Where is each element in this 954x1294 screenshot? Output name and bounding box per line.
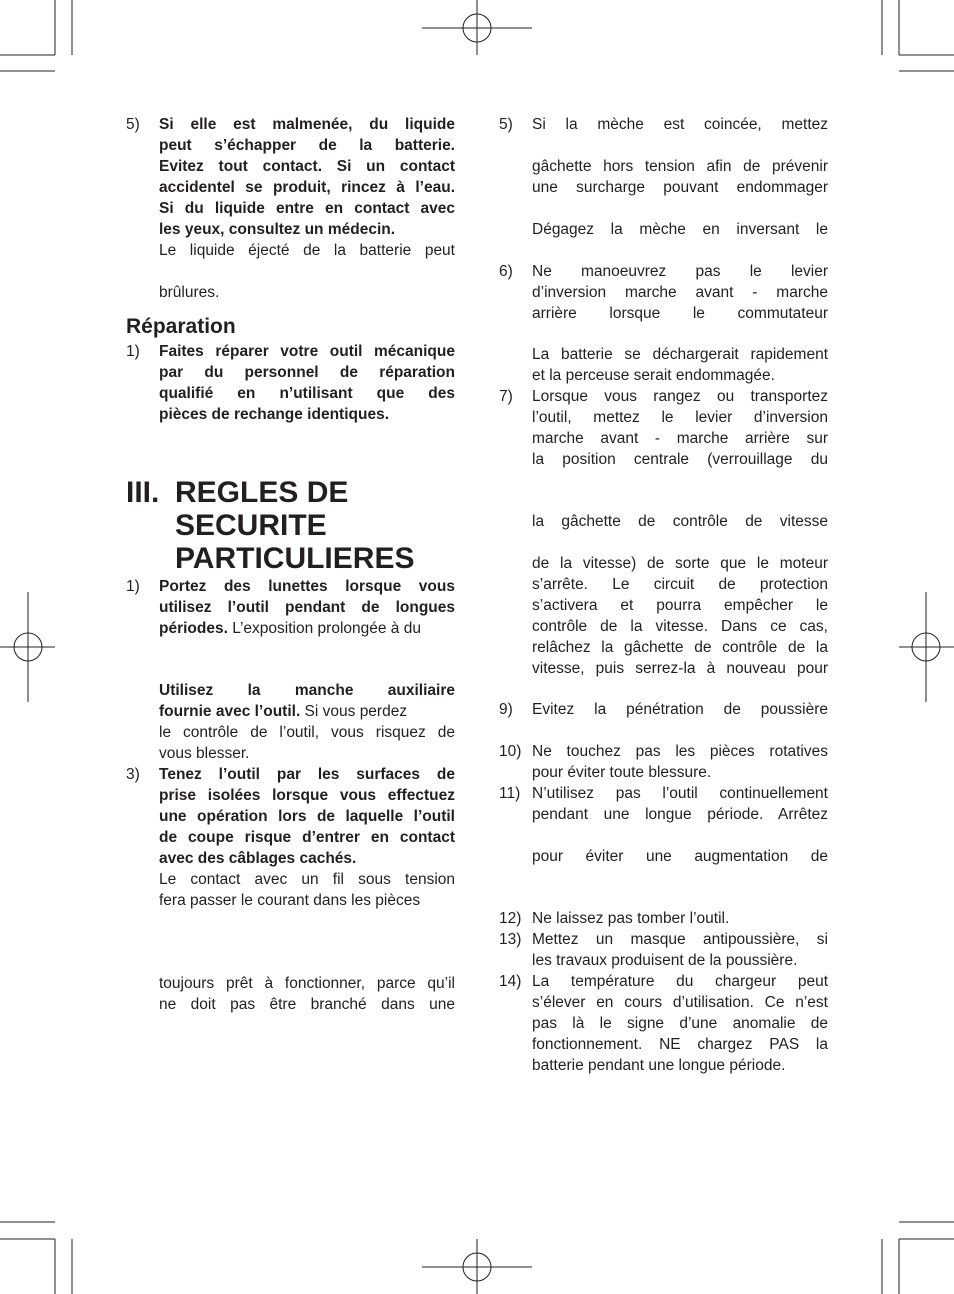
body-text: toujours prêt à fonctionner, parce qu’il <box>159 975 455 992</box>
body-text: Ne touchez pas les pièces rotatives <box>532 743 828 760</box>
warning-text: qualifié en n’utilisant que des <box>159 385 455 402</box>
warning-text: peut s’échapper de la batterie. <box>159 137 455 154</box>
body-text: Evitez la pénétration de poussière <box>532 701 828 718</box>
warning-text: avec des câblages cachés. <box>159 850 357 867</box>
section-roman: III. <box>126 476 160 509</box>
body-text: N’utilisez pas l’outil continuellement <box>532 785 828 802</box>
body-text: vitesse, puis serrez-la à nouveau pour <box>532 660 828 677</box>
body-text: contrôle de la vitesse. Dans ce cas, <box>532 618 828 635</box>
item-number: 12) <box>499 910 522 927</box>
section-title-line: SECURITE <box>175 509 327 542</box>
body-text: vous blesser. <box>159 745 250 762</box>
warning-text: fournie avec l’outil. <box>159 703 301 720</box>
body-text: batterie pendant une longue période. <box>532 1057 786 1074</box>
warning-text: Portez des lunettes lorsque vous <box>159 578 455 595</box>
body-text: marche avant - marche arrière sur <box>532 430 828 447</box>
item-number: 1) <box>126 343 140 360</box>
warning-text: une opération lors de laquelle l’outil <box>159 808 455 825</box>
warning-text: de coupe risque d’entrer en contact <box>159 829 455 846</box>
body-text: s’arrête. Le circuit de protection <box>532 576 828 593</box>
body-text: Le contact avec un fil sous tension <box>159 871 455 888</box>
body-text: Si la mèche est coincée, mettez <box>532 116 828 133</box>
item-number: 14) <box>499 973 522 990</box>
item-number: 5) <box>499 116 513 133</box>
warning-text: Si elle est malmenée, du liquide <box>159 116 455 133</box>
body-text: l’outil, mettez le levier d’inversion <box>532 409 828 426</box>
body-text: les travaux produisent de la poussière. <box>532 952 798 969</box>
body-text: le contrôle de l’outil, vous risquez de <box>159 724 455 741</box>
body-text: de la vitesse) de sorte que le moteur <box>532 555 828 572</box>
body-text: Mettez un masque antipoussière, si <box>532 931 828 948</box>
body-text: fonctionnement. NE chargez PAS la <box>532 1036 828 1053</box>
body-text: ne doit pas être branché dans une <box>159 996 455 1013</box>
warning-text: les yeux, consultez un médecin. <box>159 221 396 238</box>
body-text: pour éviter toute blessure. <box>532 764 712 781</box>
body-text: une surcharge pouvant endommager <box>532 179 828 196</box>
body-text: pour éviter une augmentation de <box>532 848 828 865</box>
warning-text: Utilisez la manche auxiliaire <box>159 682 455 699</box>
item-number: 10) <box>499 743 522 760</box>
item-number: 3) <box>126 766 140 783</box>
warning-text: périodes. <box>159 620 228 637</box>
section-title-line: REGLES DE <box>175 476 349 509</box>
warning-text: prise isolées lorsque vous effectuez <box>159 787 455 804</box>
item-number: 13) <box>499 931 522 948</box>
body-text: fera passer le courant dans les pièces <box>159 892 421 909</box>
body-text: la gâchette de contrôle de vitesse <box>532 513 828 530</box>
body-text: s’activera et pourra empêcher le <box>532 597 828 614</box>
body-text: et la perceuse serait endommagée. <box>532 367 775 384</box>
warning-text: accidentel se produit, rincez à l’eau. <box>159 179 455 196</box>
item-number: 11) <box>499 785 521 802</box>
body-text: Dégagez la mèche en inversant le <box>532 221 828 238</box>
item-number: 6) <box>499 263 513 280</box>
body-text: L’exposition prolongée à du <box>227 620 421 637</box>
warning-text: Tenez l’outil par les surfaces de <box>159 766 455 783</box>
body-text: arrière lorsque le commutateur <box>532 305 828 322</box>
body-text: Le liquide éjecté de la batterie peut <box>159 242 455 259</box>
body-text: Ne laissez pas tomber l’outil. <box>532 910 730 927</box>
item-number: 7) <box>499 388 513 405</box>
body-text: Si vous perdez <box>300 703 408 720</box>
body-text: brûlures. <box>159 284 220 301</box>
warning-text: Si du liquide entre en contact avec <box>159 200 455 217</box>
body-text: Lorsque vous rangez ou transportez <box>532 388 828 405</box>
body-text: la position centrale (verrouillage du <box>532 451 828 468</box>
body-text: pas là le signe d’une anomalie de <box>532 1015 828 1032</box>
item-number: 1) <box>126 578 140 595</box>
body-text: La température du chargeur peut <box>532 973 828 990</box>
warning-text: Faites réparer votre outil mécanique <box>159 343 455 360</box>
section-title-line: PARTICULIERES <box>175 542 415 575</box>
body-text: relâchez la gâchette de contrôle de la <box>532 639 828 656</box>
warning-text: pièces de rechange identiques. <box>159 406 389 423</box>
section-heading-reparation: Réparation <box>126 315 236 338</box>
body-text: s’élever en cours d’utilisation. Ce n’est <box>532 994 828 1011</box>
warning-text: Evitez tout contact. Si un contact <box>159 158 455 175</box>
body-text: La batterie se déchargerait rapidement <box>532 346 828 363</box>
item-number: 5) <box>126 116 140 133</box>
warning-text: utilisez l’outil pendant de longues <box>159 599 455 616</box>
body-text: pendant une longue période. Arrêtez <box>532 806 828 823</box>
item-number: 9) <box>499 701 513 718</box>
body-text: Ne manoeuvrez pas le levier <box>532 263 828 280</box>
body-text: gâchette hors tension afin de prévenir <box>532 158 828 175</box>
warning-text: par du personnel de réparation <box>159 364 455 381</box>
body-text: d’inversion marche avant - marche <box>532 284 828 301</box>
